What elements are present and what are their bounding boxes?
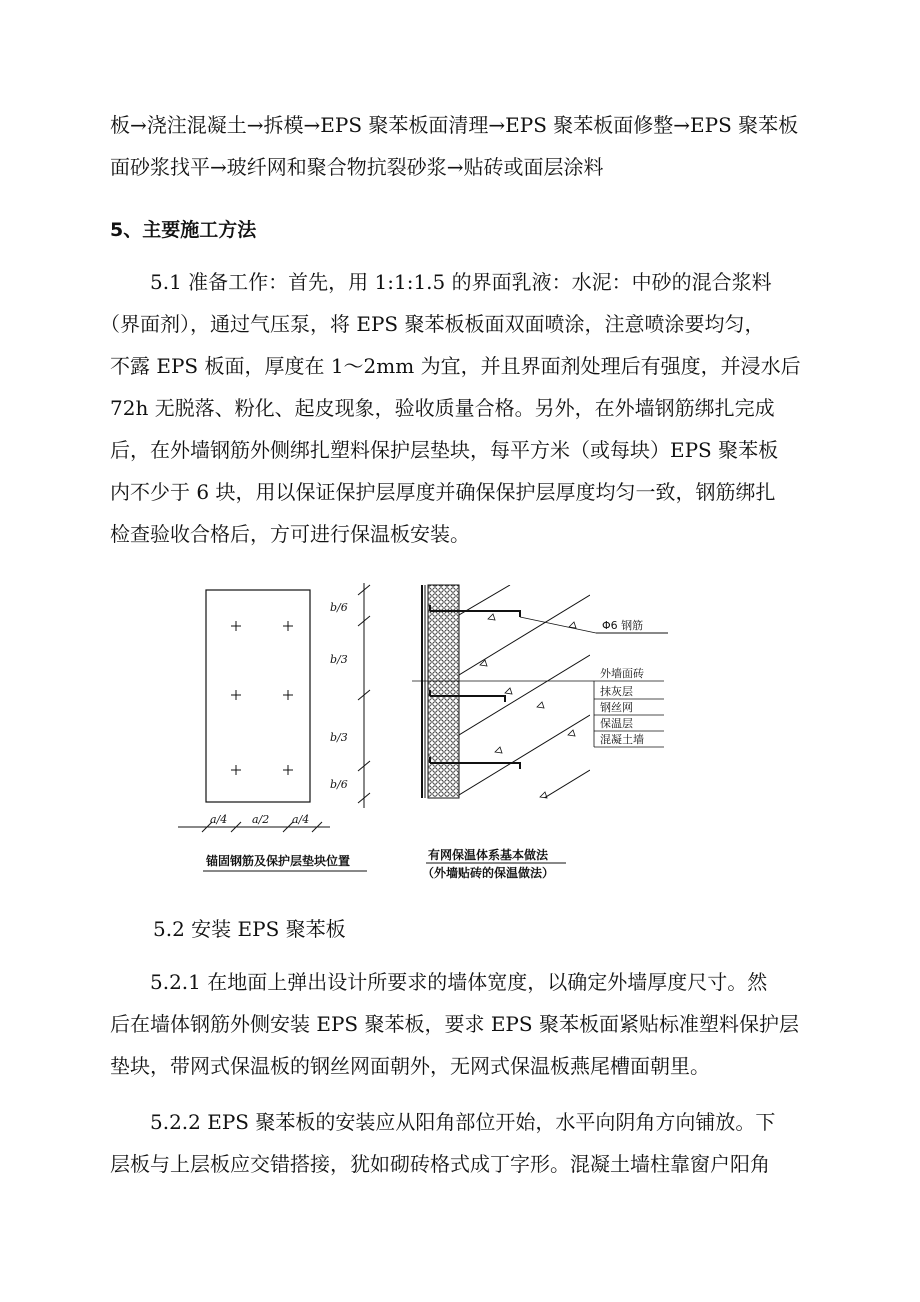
p51-line-6: 内不少于 6 块，用以保证保护层厚度并确保保护层厚度均匀一致，钢筋绑扎 [110,480,776,504]
aggregate-marks [480,614,576,798]
p51-line-1: 5.1 准备工作：首先，用 1:1:1.5 的界面乳液：水泥：中砂的混合浆料 [150,270,772,294]
construction-figure [0,575,920,895]
layer-label-insulation: 保温层 [600,717,633,730]
dim-a4-right: a/4 [292,813,310,826]
left-figure-caption: 锚固钢筋及保护层垫块位置 [206,854,351,868]
dim-b3-upper: b/3 [330,653,348,666]
p51-line-4: 72h 无脱落、粉化、起皮现象，验收质量合格。另外，在外墙钢筋绑扎完成 [110,396,775,420]
layer-label-tile: 外墙面砖 [600,667,644,680]
dim-a4-left: a/4 [210,813,228,826]
dim-b3-lower: b/3 [330,731,348,744]
right-figure-caption-1: 有网保温体系基本做法 [428,848,549,862]
dim-a2: a/2 [252,813,270,826]
dim-b6-bottom: b/6 [330,778,348,791]
layer-label-plaster: 抹灰层 [600,685,633,698]
p522-line-2: 层板与上层板应交错搭接，犹如砌砖格式成丁字形。混凝土墙柱靠窗户阳角 [110,1152,770,1176]
anchor-panel-diagram [178,583,370,871]
dim-b6-top: b/6 [330,601,348,614]
p521-line-2: 后在墙体钢筋外侧安装 EPS 聚苯板，要求 EPS 聚苯板面紧贴标准塑料保护层 [110,1012,799,1036]
intro-line-1: 板→浇注混凝土→拆模→EPS 聚苯板面清理→EPS 聚苯板面修整→EPS 聚苯板 [110,113,799,137]
p521-line-3: 垫块，带网式保温板的钢丝网面朝外，无网式保温板燕尾槽面朝里。 [110,1054,710,1078]
p51-line-3: 不露 EPS 板面，厚度在 1～2mm 为宜，并且界面剂处理后有强度，并浸水后 [110,354,801,378]
right-figure-caption-2: （外墙贴砖的保温做法） [422,866,555,880]
p51-line-5: 后，在外墙钢筋外侧绑扎塑料保护层垫块，每平方米（或每块）EPS 聚苯板 [110,438,779,462]
vertical-dimension-line [358,583,370,808]
section-5-heading: 5、主要施工方法 [110,219,257,241]
p51-line-2: （界面剂），通过气压泵，将 EPS 聚苯板板面双面喷涂，注意喷涂要均匀， [100,312,765,336]
s52-heading: 5.2 安装 EPS 聚苯板 [153,917,346,941]
rebar-label: Φ6 钢筋 [602,619,644,632]
insulation-layer [428,585,459,798]
concrete-wall [459,585,590,825]
anchor-marks [231,621,293,775]
p522-line-1: 5.2.2 EPS 聚苯板的安装应从阳角部位开始，水平向阴角方向铺放。下 [150,1110,776,1134]
layer-label-concrete: 混凝土墙 [600,733,644,746]
intro-line-2: 面砂浆找平→玻纤网和聚合物抗裂砂浆→贴砖或面层涂料 [110,155,604,179]
p521-line-1: 5.2.1 在地面上弹出设计所要求的墙体宽度，以确定外墙厚度尺寸。然 [150,970,768,994]
wall-section-diagram [412,585,668,880]
layer-label-wire-mesh: 钢丝网 [600,701,633,714]
eps-panel-outline [206,590,310,802]
p51-line-7: 检查验收合格后，方可进行保温板安装。 [110,522,470,546]
